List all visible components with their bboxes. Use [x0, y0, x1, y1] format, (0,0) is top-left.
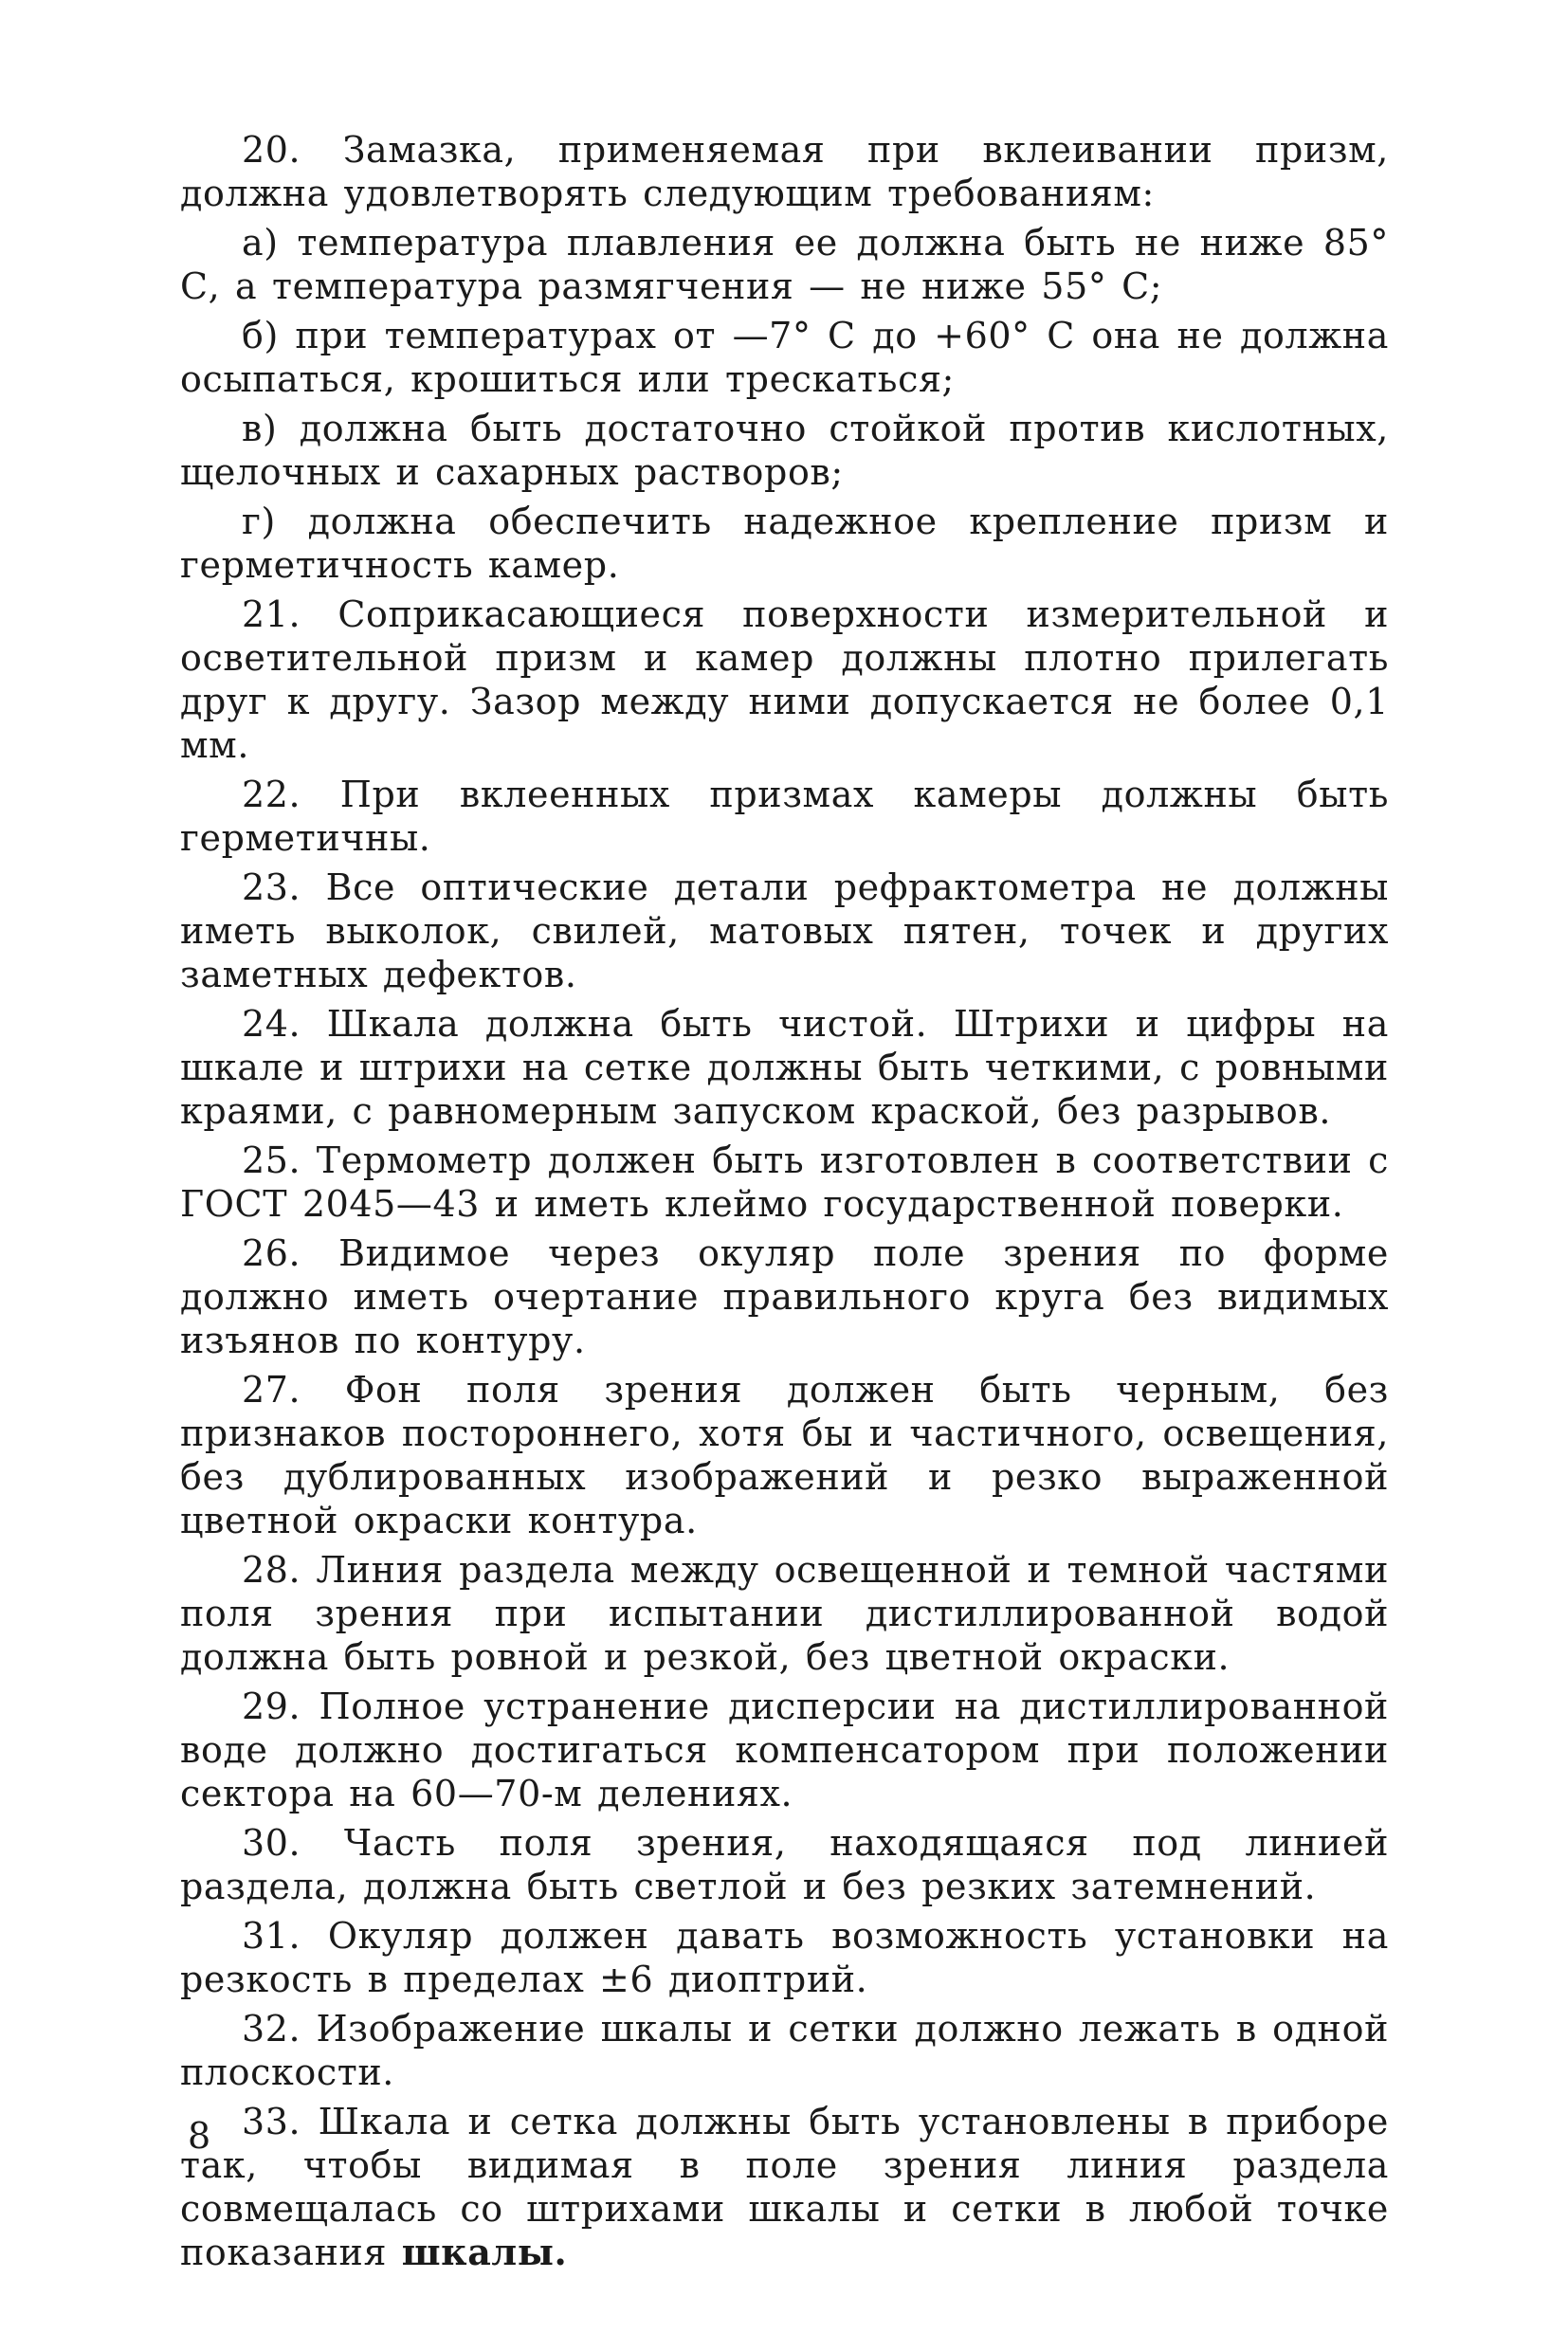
paragraph-31: 31. Окуляр должен давать возможность установки на резкость в пределах ±6 диоптрий.	[180, 1915, 1389, 2000]
paragraph-22: 22. При вклеенных призмах камеры должны быть герметичны.	[180, 774, 1389, 859]
paragraph-25: 25. Термометр должен быть изготовлен в соответствии с ГОСТ 2045—43 и иметь клеймо государственной поверки.	[180, 1139, 1389, 1225]
paragraph-30: 30. Часть поля зрения, находящаяся под линией раздела, должна быть светлой и без резких затемнений.	[180, 1822, 1389, 1907]
paragraph-33-last-word: шкалы.	[401, 2231, 568, 2273]
paragraph-29: 29. Полное устранение дисперсии на дистиллированной воде должно достигаться компенсатором при положении сектора на 60—70-м делениях.	[180, 1686, 1389, 1814]
paragraph-26: 26. Видимое через окуляр поле зрения по форме должно иметь очертание правильного круга без видимых изъянов по контуру.	[180, 1232, 1389, 1361]
paragraph-33-text: 33. Шкала и сетка должны быть установлены в приборе так, чтобы видимая в поле зрения линия раздела совмещалась со штрихами шкалы и сетки в любой точке показания	[180, 2101, 1389, 2273]
paragraph-32: 32. Изображение шкалы и сетки должно лежать в одной плоскости.	[180, 2008, 1389, 2093]
paragraph-20a: а) температура плавления ее должна быть не ниже 85° С, а температура размягчения — не ниже 55° С;	[180, 222, 1389, 307]
page-body	[180, 128, 1389, 2280]
paragraph-21: 21. Соприкасающиеся поверхности измерительной и осветительной призм и камер должны плотно прилегать друг к другу. Зазор между ними допускается не более 0,1 мм.	[180, 593, 1389, 766]
paragraph-20c: в) должна быть достаточно стойкой против кислотных, щелочных и сахарных растворов;	[180, 408, 1389, 493]
paragraph-23: 23. Все оптические детали рефрактометра не должны иметь выколок, свилей, матовых пятен, точек и других заметных дефектов.	[180, 866, 1389, 995]
paragraph-20d: г) должна обеспечить надежное крепление призм и герметичность камер.	[180, 501, 1389, 586]
page-number: 8	[188, 2115, 211, 2157]
paragraph-33	[180, 2100, 1389, 2274]
paragraph-20b: б) при температурах от —7° С до +60° С она не должна осыпаться, крошиться или трескаться;	[180, 315, 1389, 400]
paragraph-20: 20. Замазка, применяемая при вклеивании призм, должна удовлетворять следующим требованиям:	[180, 129, 1389, 214]
paragraph-28: 28. Линия раздела между освещенной и темной частями поля зрения при испытании дистиллированной водой должна быть ровной и резкой, без цветной окраски.	[180, 1549, 1389, 1678]
paragraph-24: 24. Шкала должна быть чистой. Штрихи и цифры на шкале и штрихи на сетке должны быть четкими, с ровными краями, с равномерным запуском краской, без разрывов.	[180, 1003, 1389, 1132]
paragraph-27: 27. Фон поля зрения должен быть черным, без признаков постороннего, хотя бы и частичного, освещения, без дублированных изображений и резко выраженной цветной окраски контура.	[180, 1369, 1389, 1541]
